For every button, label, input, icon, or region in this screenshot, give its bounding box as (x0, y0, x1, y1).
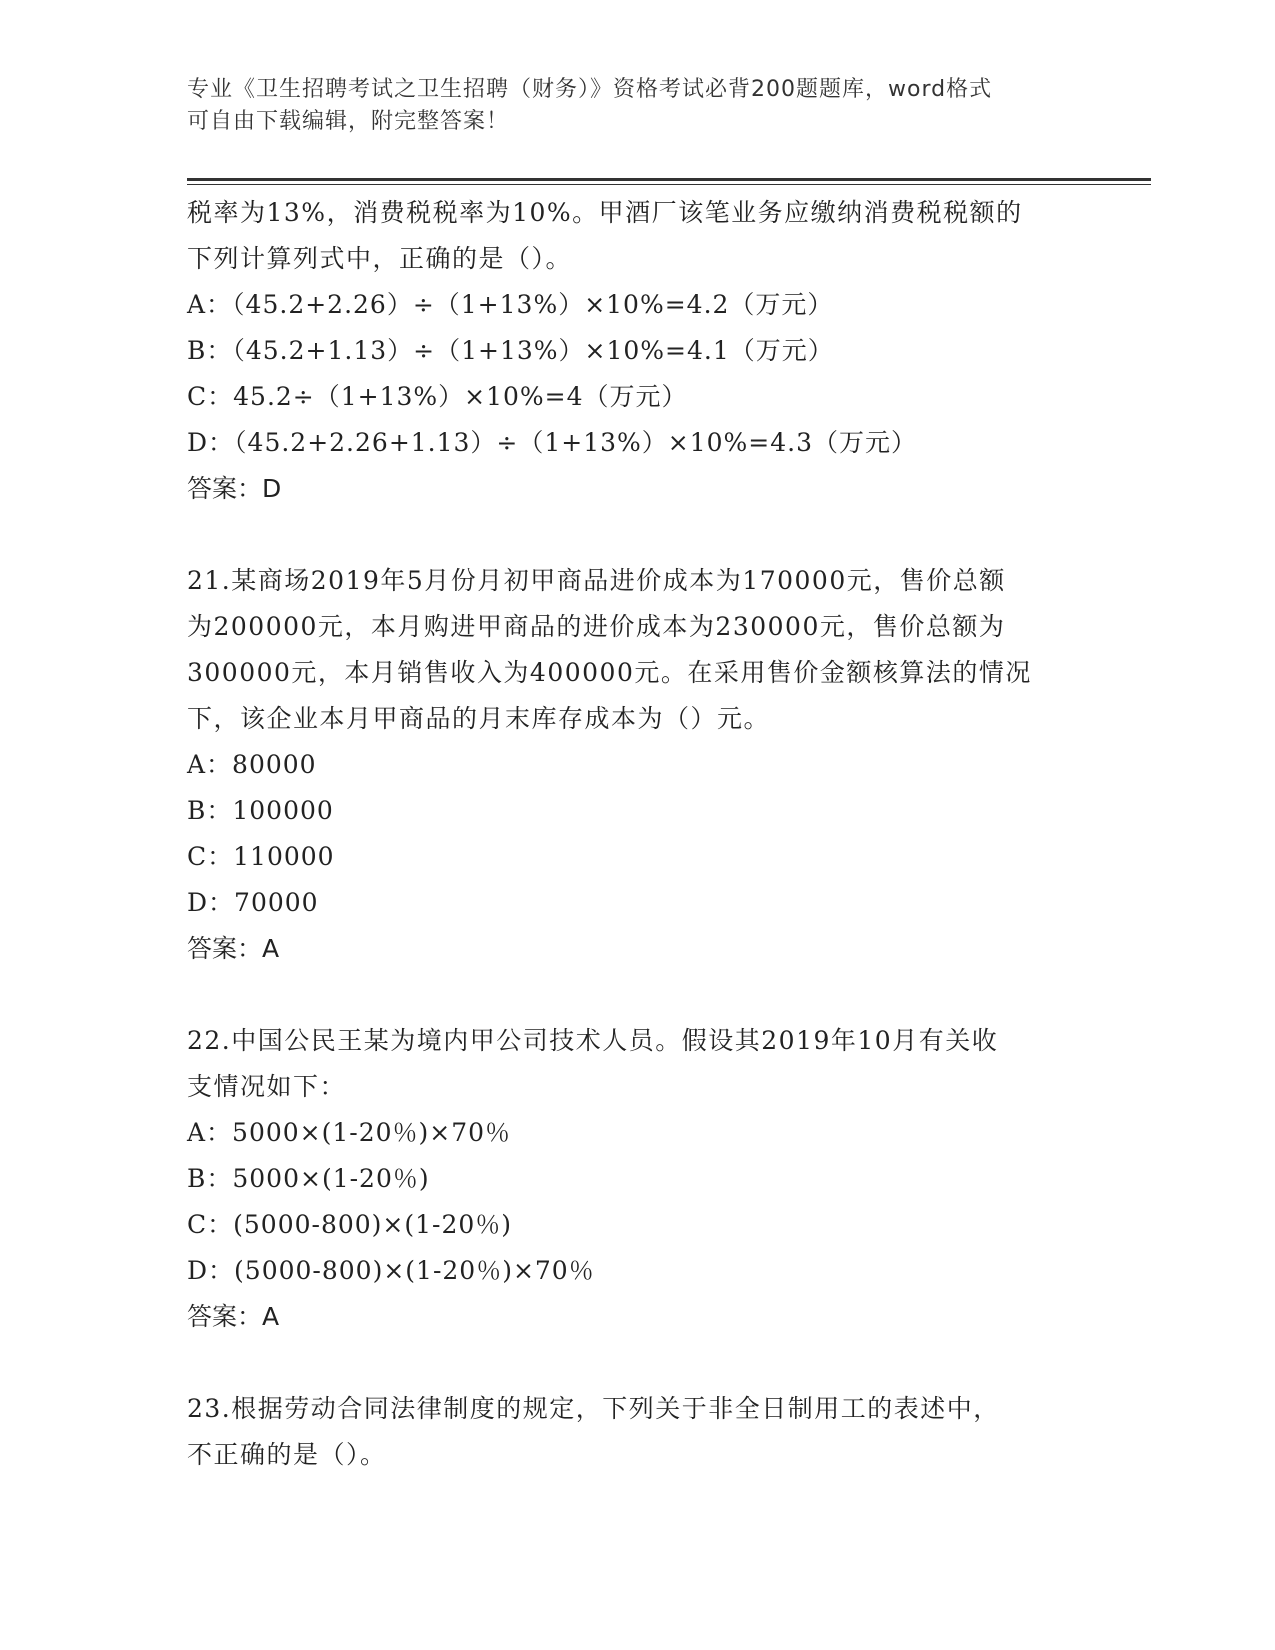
option-a: A：80000 (187, 750, 317, 779)
answer-line: 答案：A (187, 1302, 280, 1331)
header-divider-thick (187, 178, 1151, 181)
header-line-1: 专业《卫生招聘考试之卫生招聘（财务）》资格考试必背200题题库，word格式 (187, 77, 993, 102)
question-21 (187, 558, 1087, 972)
option-a: A：5000×(1-20％)×70％ (187, 1118, 512, 1147)
question-text-line: 22.中国公民王某为境内甲公司技术人员。假设其2019年10月有关收 (187, 1026, 999, 1055)
question-23 (187, 1386, 1087, 1478)
question-text-line: 下列计算列式中，正确的是（）。 (187, 244, 573, 273)
question-22 (187, 1018, 1087, 1340)
question-text-line: 税率为13%，消费税税率为10%。甲酒厂该笔业务应缴纳消费税税额的 (187, 198, 1023, 227)
question-text-line: 21.某商场2019年5月份月初甲商品进价成本为170000元，售价总额 (187, 566, 1006, 595)
header-line-2: 可自由下载编辑，附完整答案！ (187, 109, 510, 134)
answer-line: 答案：D (187, 474, 282, 503)
question-text-line: 支情况如下： (187, 1072, 347, 1101)
document-header (187, 74, 1087, 138)
option-d: D：70000 (187, 888, 319, 917)
question-text-line: 不正确的是（）。 (187, 1440, 387, 1469)
answer-line: 答案：A (187, 934, 280, 963)
option-d: D：(5000-800)×(1-20％)×70％ (187, 1256, 595, 1285)
option-c: C：110000 (187, 842, 335, 871)
question-text-line: 23.根据劳动合同法律制度的规定，下列关于非全日制用工的表述中， (187, 1394, 1000, 1423)
option-d: D：（45.2+2.26+1.13）÷（1+13%）×10%=4.3（万元） (187, 428, 918, 457)
option-a: A：（45.2+2.26）÷（1+13%）×10%=4.2（万元） (187, 290, 834, 319)
question-text-line: 下，该企业本月甲商品的月末库存成本为（）元。 (187, 704, 771, 733)
option-b: B：（45.2+1.13）÷（1+13%）×10%=4.1（万元） (187, 336, 834, 365)
option-b: B：100000 (187, 796, 334, 825)
option-b: B：5000×(1-20％) (187, 1164, 430, 1193)
question-text-line: 300000元，本月销售收入为400000元。在采用售价金额核算法的情况 (187, 658, 1032, 687)
document-body (187, 190, 1087, 1478)
option-c: C：(5000-800)×(1-20％) (187, 1210, 513, 1239)
header-divider-thin (187, 184, 1151, 185)
question-text-line: 为200000元，本月购进甲商品的进价成本为230000元，售价总额为 (187, 612, 1006, 641)
option-c: C：45.2÷（1+13%）×10%=4（万元） (187, 382, 688, 411)
question-20-continued (187, 190, 1087, 512)
